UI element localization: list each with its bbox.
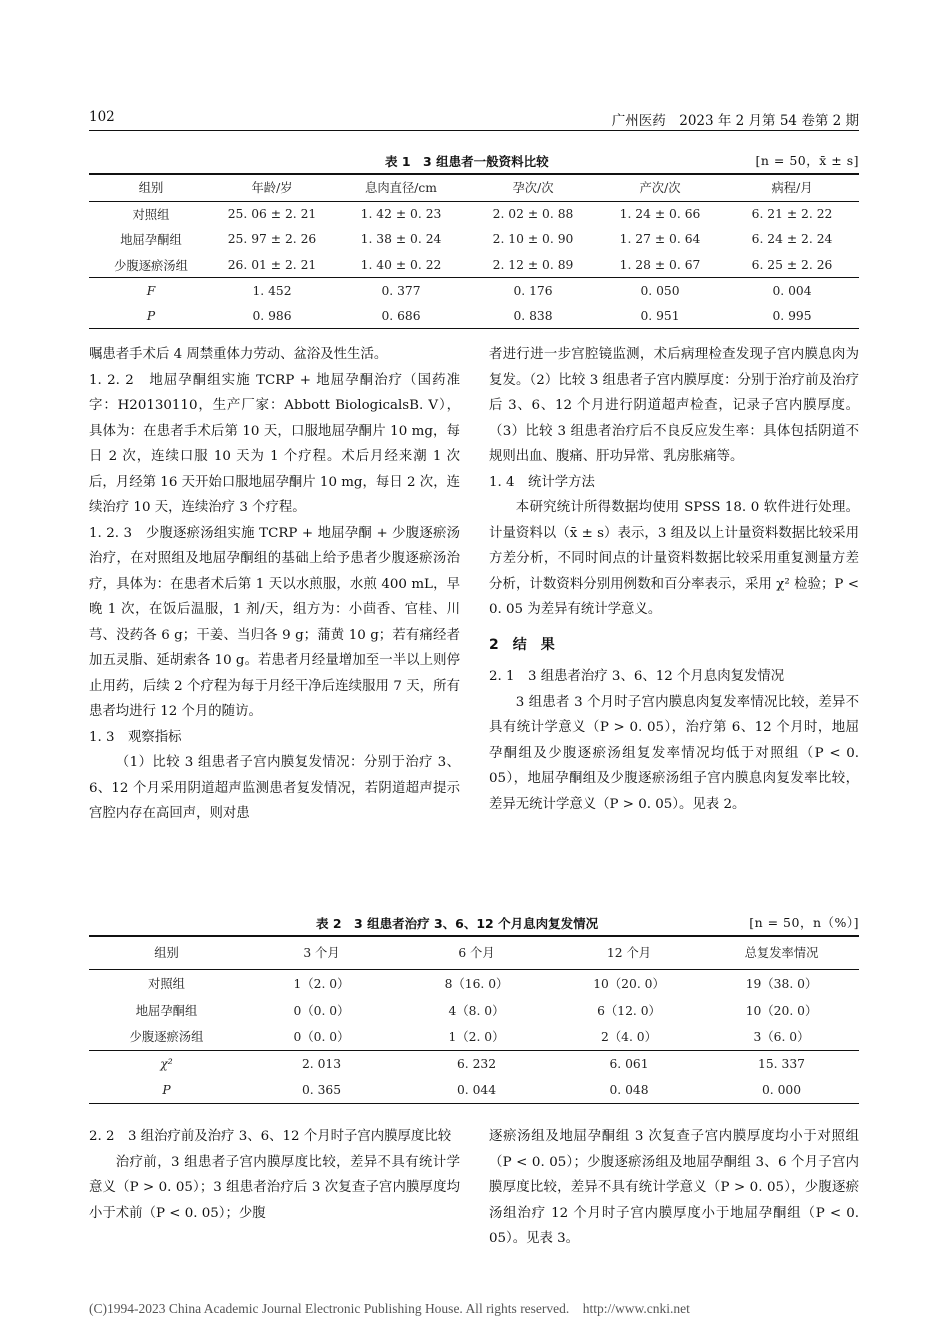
journal-header: 广州医药 2023 年 2 月第 54 卷第 2 期 bbox=[611, 113, 859, 129]
table2-header-row bbox=[89, 936, 859, 969]
table2-col-header: 总复发率情况 bbox=[744, 946, 819, 961]
table-cell: 0. 377 bbox=[381, 283, 421, 298]
table-cell: 6. 21 ± 2. 22 bbox=[751, 207, 833, 221]
table-cell: 3（6. 0） bbox=[753, 1030, 810, 1045]
table-cell: 0. 986 bbox=[252, 308, 292, 323]
table-cell: χ² bbox=[160, 1056, 173, 1071]
table1-col-header: 孕次/次 bbox=[512, 181, 554, 196]
table-cell: 0. 995 bbox=[772, 308, 812, 323]
table1-col-header: 产次/次 bbox=[639, 181, 681, 196]
table2-col-header: 12 个月 bbox=[606, 946, 652, 961]
table1-col-header: 组别 bbox=[138, 181, 164, 196]
table1-col-header: 病程/月 bbox=[771, 181, 813, 196]
table-cell: 0. 951 bbox=[640, 308, 680, 323]
table-cell: 26. 01 ± 2. 21 bbox=[227, 257, 317, 272]
paragraph: 逐瘀汤组及地屈孕酮组 3 次复查子宫内膜厚度均小于对照组（P < 0. 05）；少腹逐瘀汤组及地屈孕酮组 3、6 个月子宫内膜厚度比较，差异不具有统计学意义（P > 0. 05），少腹逐瘀汤组治疗 12 个月时子宫内膜厚度小于地屈孕酮组（P < 0. 05）。见表 3。 bbox=[489, 1129, 859, 1246]
table-cell: 1. 28 ± 0. 67 bbox=[619, 257, 701, 272]
right-column bbox=[489, 342, 859, 817]
table-cell: 10（20. 0） bbox=[745, 1003, 818, 1018]
table-cell: 0（0. 0） bbox=[293, 1030, 350, 1045]
table-cell: 6. 24 ± 2. 24 bbox=[751, 232, 833, 247]
paragraph: 3 组患者 3 个月时子宫内膜息肉复发率情况比较，差异不具有统计学意义（P > 0. 05），治疗第 6、12 个月时，地屈孕酮组及少腹逐瘀汤组复发率情况均低于对照组（P < 0. 05），地屈孕酮组及少腹逐瘀汤组子宫内膜息肉复发率比较，差异无统计学意义（P > 0. 05）。见表 2。 bbox=[489, 694, 859, 812]
table-cell: 1. 42 ± 0. 23 bbox=[360, 207, 442, 221]
table-cell: 地屈孕酮组 bbox=[135, 1003, 198, 1018]
table-cell: F bbox=[146, 283, 156, 298]
paragraph: 治疗前，3 组患者子宫内膜厚度比较，差异不具有统计学意义（P > 0. 05）；3 组患者治疗后 3 次复查子宫内膜厚度均小于术前（P < 0. 05）；少腹 bbox=[89, 1154, 460, 1221]
table1 bbox=[89, 174, 859, 329]
paragraph: 者进行进一步宫腔镜监测，术后病理检查发现子宫内膜息肉为复发。（2）比较 3 组患者子宫内膜厚度：分别于治疗前及治疗后 3、6、12 个月进行阴道超声检查，记录子宫内膜厚度。（3）比较 3 组患者治疗后不良反应发生率：具体包括阴道不规则出血、腹痛、肝功异常、乳房胀痛等。 bbox=[489, 347, 859, 464]
table-cell: P bbox=[146, 308, 156, 323]
paragraph: （1）比较 3 组患者子宫内膜复发情况：分别于治疗 3、6、12 个月采用阴道超声监测患者复发情况，若阴道超声提示宫腔内存在高回声，则对患 bbox=[89, 755, 460, 821]
table-cell: 0（0. 0） bbox=[293, 1003, 350, 1018]
table2-note: [n = 50，n（%）] bbox=[749, 915, 859, 930]
table-cell: 0. 686 bbox=[381, 308, 421, 323]
table1-col-header: 息肉直径/cm bbox=[365, 181, 437, 196]
table-cell: 8（16. 0） bbox=[444, 976, 509, 991]
table-row bbox=[89, 1050, 859, 1077]
table-cell: 2. 02 ± 0. 88 bbox=[492, 207, 574, 221]
table-cell: 0. 000 bbox=[761, 1082, 802, 1097]
table-cell: 0. 176 bbox=[513, 283, 553, 298]
copyright-footer: (C)1994-2023 China Academic Journal Electronic Publishing House. All rights reserved. http://www.cnki.net bbox=[89, 1301, 690, 1316]
table-cell: 1. 452 bbox=[252, 283, 292, 298]
table2-caption: 表 2 3 组患者治疗 3、6、12 个月息肉复发情况 bbox=[316, 916, 599, 931]
table-cell: 25. 97 ± 2. 26 bbox=[227, 232, 317, 247]
table-cell: 2（4. 0） bbox=[601, 1030, 657, 1045]
section-heading: 1. 3 观察指标 bbox=[89, 729, 182, 745]
header-rule bbox=[89, 130, 859, 131]
table-cell: 0. 050 bbox=[640, 283, 680, 298]
table-cell: 15. 337 bbox=[758, 1056, 805, 1071]
table-cell: 1（2. 0） bbox=[448, 1030, 505, 1045]
table-row bbox=[89, 201, 859, 227]
page-number: 102 bbox=[89, 109, 115, 125]
table1-col-header: 年龄/岁 bbox=[251, 181, 293, 196]
table-cell: 1. 27 ± 0. 64 bbox=[619, 232, 701, 247]
table-row bbox=[89, 1023, 859, 1050]
table-cell: 2. 013 bbox=[301, 1056, 342, 1071]
table-cell: 少腹逐瘀汤组 bbox=[129, 1030, 204, 1045]
table-row bbox=[89, 303, 859, 329]
table-row bbox=[89, 1077, 859, 1103]
table-cell: 19（38. 0） bbox=[745, 976, 818, 991]
paragraph: 本研究统计所得数据均使用 SPSS 18. 0 软件进行处理。计量资料以（x̄ ± s）表示，3 组及以上计量资料数据比较采用方差分析，不同时间点的计量资料数据比较采用重复测量方差分析，计数资料分别用例数和百分率表示，采用 χ² 检验；P < 0. 05 为差异有统计学意义。 bbox=[489, 500, 859, 617]
table1-caption: 表 1 3 组患者一般资料比较 bbox=[385, 154, 549, 169]
table-row bbox=[89, 278, 859, 304]
table-cell: 地屈孕酮组 bbox=[120, 233, 182, 248]
table2-col-header: 组别 bbox=[154, 946, 179, 961]
table-cell: 10（20. 0） bbox=[593, 976, 665, 991]
paragraph: 嘱患者手术后 4 周禁重体力劳动、盆浴及性生活。 bbox=[89, 347, 388, 362]
table-cell: P bbox=[162, 1082, 171, 1097]
table-cell: 2. 12 ± 0. 89 bbox=[492, 257, 574, 272]
table-cell: 1. 40 ± 0. 22 bbox=[360, 257, 442, 272]
table-cell: 6. 061 bbox=[609, 1056, 649, 1071]
table2 bbox=[89, 936, 859, 1104]
table1-header-row bbox=[89, 174, 859, 201]
table-cell: 6. 25 ± 2. 26 bbox=[751, 257, 833, 272]
table-cell: 对照组 bbox=[132, 208, 170, 222]
table-cell: 1（2. 0） bbox=[293, 976, 350, 991]
bottom-left-column bbox=[89, 1124, 460, 1226]
table-cell: 1. 24 ± 0. 66 bbox=[619, 207, 701, 221]
table-cell: 0. 004 bbox=[772, 283, 812, 298]
table2-col-header: 3 个月 bbox=[303, 946, 340, 961]
table-cell: 2. 10 ± 0. 90 bbox=[492, 232, 574, 247]
table-cell: 4（8. 0） bbox=[448, 1003, 505, 1018]
left-column bbox=[89, 342, 460, 827]
paragraph: 1. 2. 2 地屈孕酮组实施 TCRP + 地屈孕酮治疗（国药准字：H20130110，生产厂家：Abbott BiologicalsB. V），具体为：在患者手术后第 10 天，口服地屈孕酮片 10 mg，每日 2 次，连续口服 10 天为 1 个疗程。术后月经来潮 1 次后，月经第 16 天开始口服地屈孕酮片 10 mg，每日 2 次，连续治疗 10 天，连续治疗 3 个疗程。 bbox=[89, 372, 460, 515]
section-heading: 2 结 果 bbox=[489, 636, 555, 653]
table-cell: 6. 232 bbox=[456, 1056, 497, 1071]
table-cell: 0. 365 bbox=[301, 1082, 342, 1097]
table-row bbox=[89, 227, 859, 253]
table-cell: 0. 044 bbox=[456, 1082, 497, 1097]
table2-col-header: 6 个月 bbox=[458, 946, 495, 961]
bottom-right-column bbox=[489, 1124, 859, 1252]
table-cell: 0. 048 bbox=[609, 1082, 649, 1097]
paragraph: 1. 2. 3 少腹逐瘀汤组实施 TCRP + 地屈孕酮 + 少腹逐瘀汤治疗，在对照组及地屈孕酮组的基础上给予患者少腹逐瘀汤治疗，具体为：在患者术后第 1 天以水煎服，水煎 400 mL，早晚 1 次，在饭后温服，1 剂/天，组方为：小茴香、官桂、川芎、没药各 6 g；干姜、当归各 9 g；蒲黄 10 g；若有痛经者加五灵脂、延胡索各 10 g。若患者月经量增加至一半以上则停止用药，后续 2 个疗程为每于月经干净后连续服用 7 天，所有患者均进行 12 个月的随访。 bbox=[89, 525, 460, 719]
table-cell: 1. 38 ± 0. 24 bbox=[360, 232, 442, 247]
section-heading: 2. 1 3 组患者治疗 3、6、12 个月息肉复发情况 bbox=[489, 669, 785, 684]
table-cell: 少腹逐瘀汤组 bbox=[114, 258, 188, 273]
section-heading: 1. 4 统计学方法 bbox=[489, 474, 595, 490]
table-cell: 6（12. 0） bbox=[597, 1003, 661, 1018]
table-cell: 对照组 bbox=[148, 976, 185, 991]
table-cell: 0. 838 bbox=[513, 308, 553, 323]
table-row bbox=[89, 252, 859, 278]
section-heading: 2. 2 3 组治疗前及治疗 3、6、12 个月时子宫内膜厚度比较 bbox=[89, 1129, 452, 1144]
table-row bbox=[89, 969, 859, 996]
table-cell: 25. 06 ± 2. 21 bbox=[227, 207, 317, 221]
table1-note: [n = 50，x̄ ± s] bbox=[755, 153, 859, 168]
table-row bbox=[89, 996, 859, 1023]
